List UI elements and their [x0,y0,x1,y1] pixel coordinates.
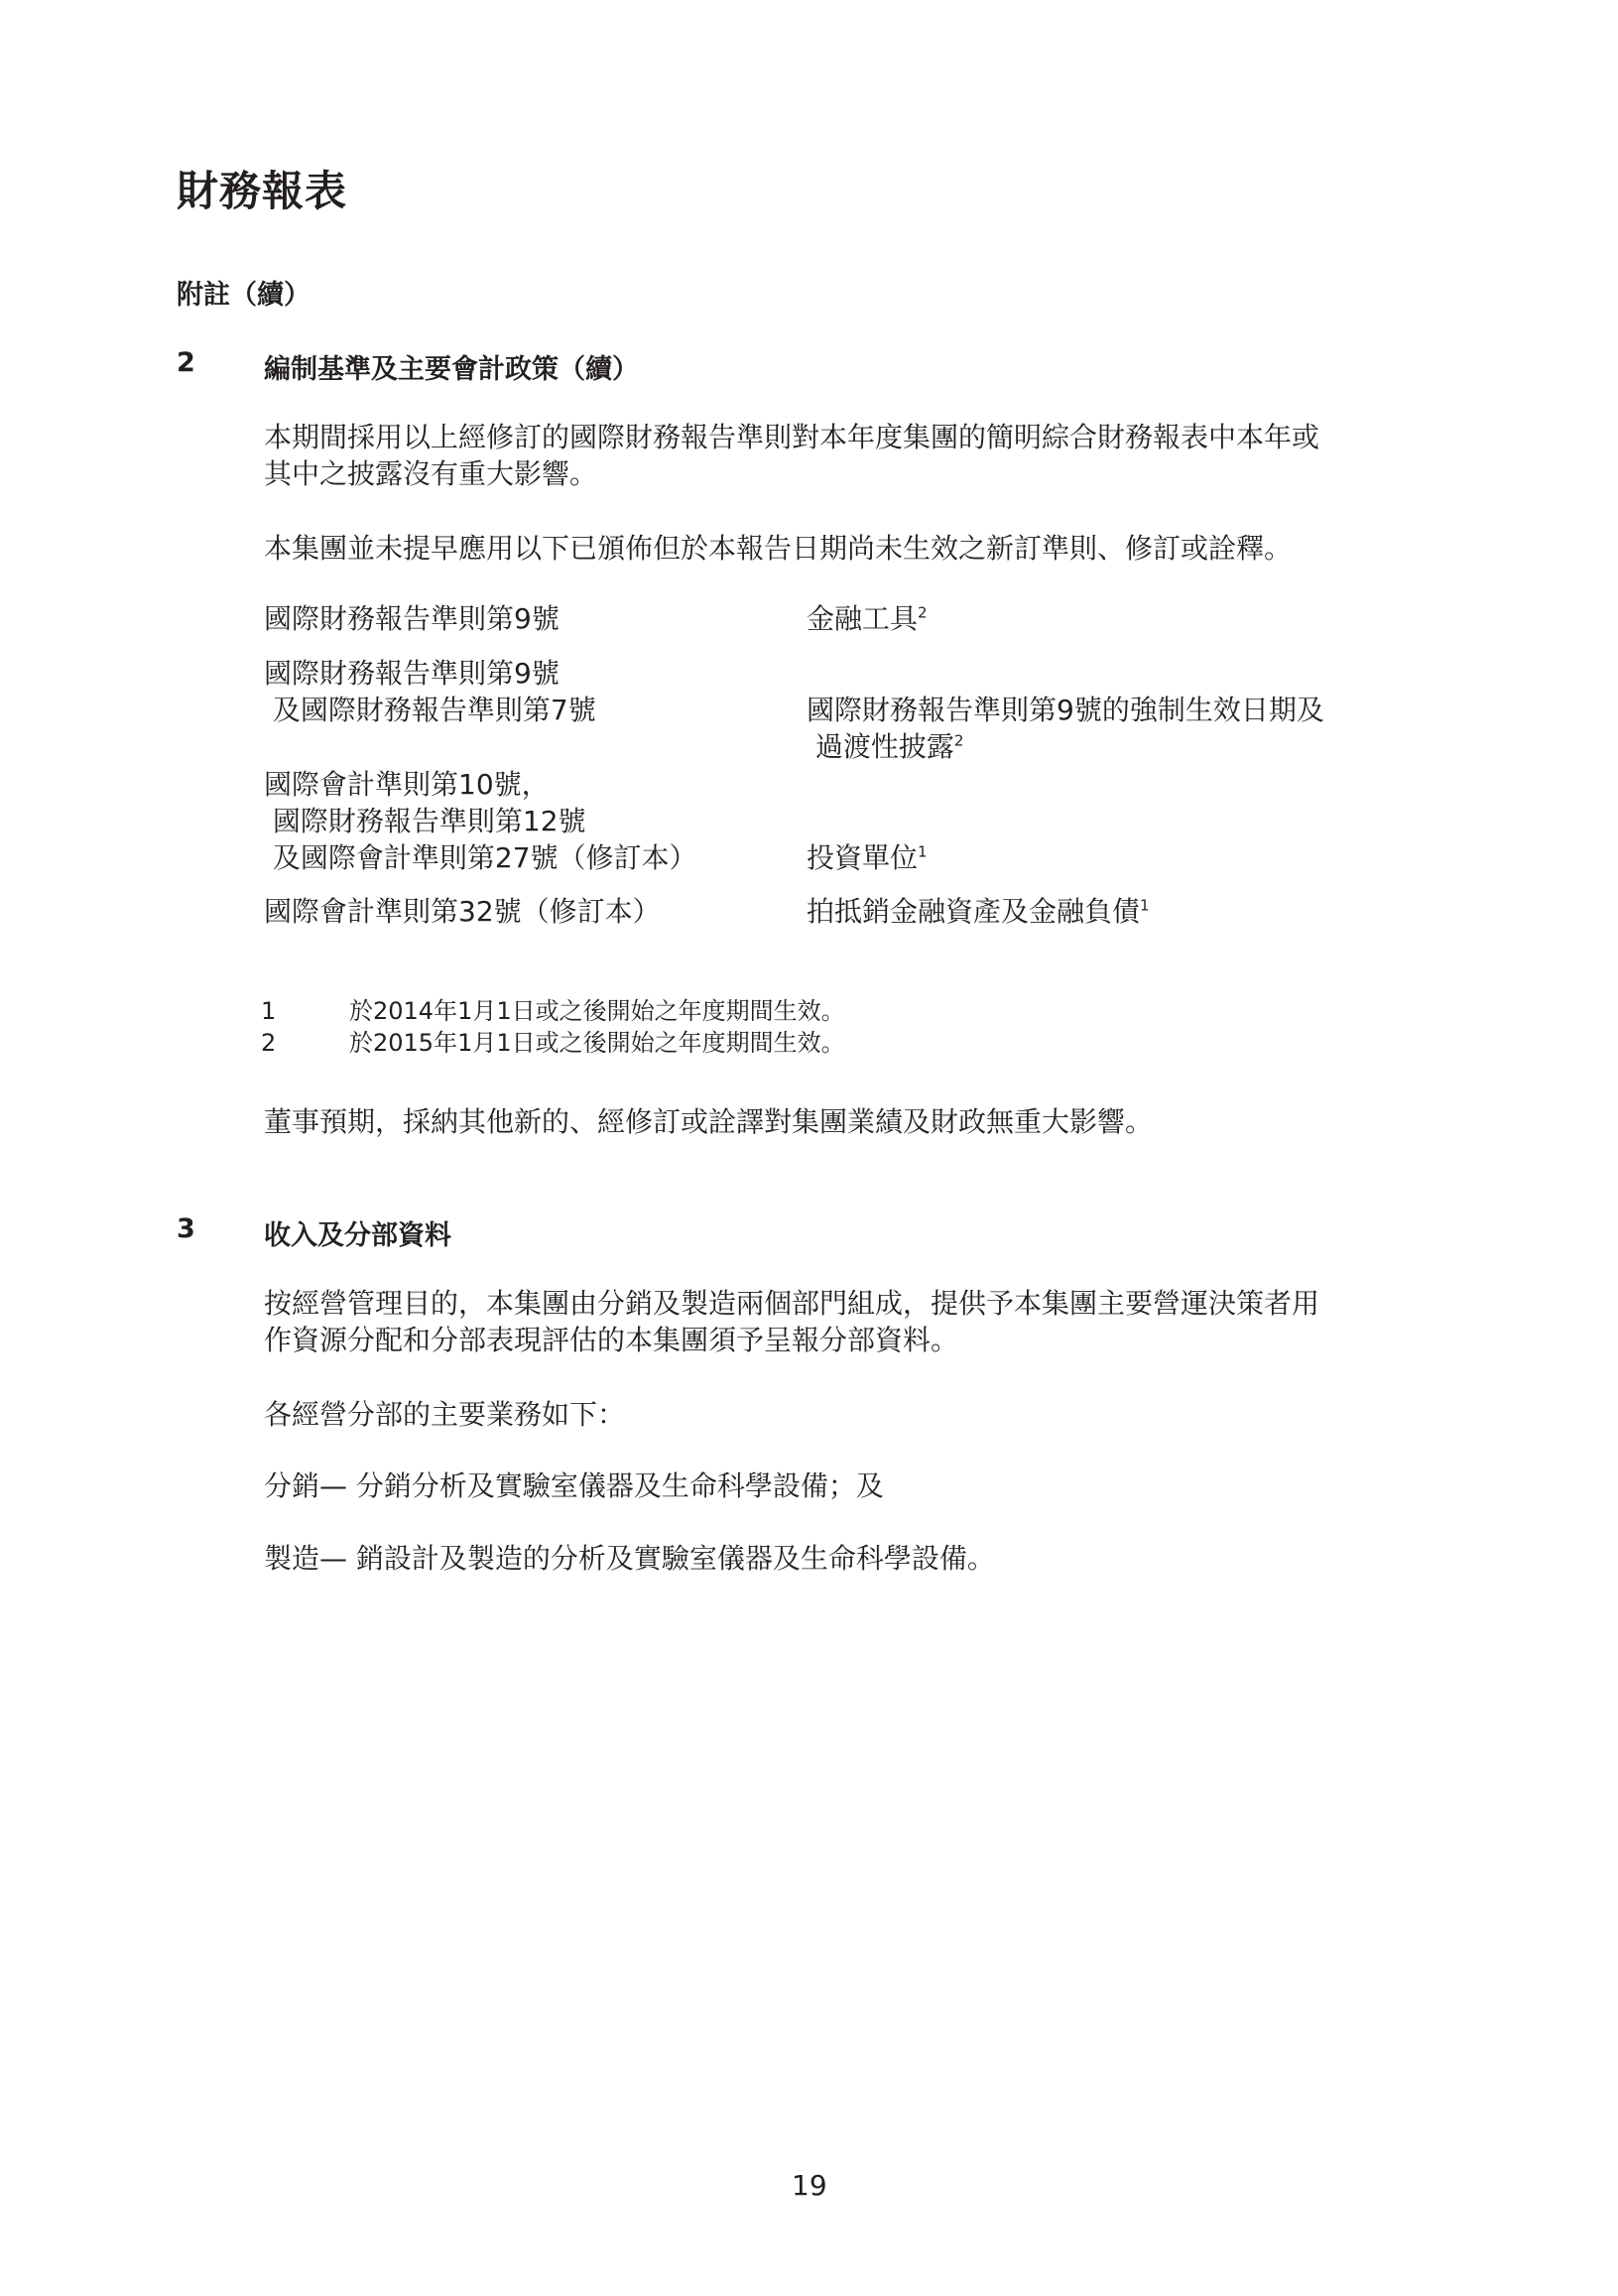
standard-row-2-right-1: 國際財務報告準則第9號的強制生效日期及 [807,694,1324,726]
standard-row-4-sup: 1 [1140,896,1150,915]
standard-row-3-left-3: 及國際會計準則第27號（修訂本） [264,841,697,874]
standard-row-4-right-text: 拍抵銷金融資產及金融負債 [807,895,1141,928]
footnote-2-text: 於2015年1月1日或之後開始之年度期間生效。 [349,1029,845,1057]
standard-row-1-sup: 2 [918,603,928,622]
standard-row-3-left-1: 國際會計準則第10號， [264,768,550,801]
section-2-number: 2 [177,347,195,378]
section-3-number: 3 [177,1213,195,1244]
page-number: 19 [792,2169,827,2202]
footnote-2-number: 2 [261,1029,277,1057]
standard-row-3-right [807,839,928,876]
standard-row-1-right [807,600,928,637]
standard-row-2-right-2-text: 過渡性披露 [807,730,954,763]
standard-row-3-sup: 1 [918,842,928,861]
standard-row-1-right-text: 金融工具 [807,602,919,635]
footnote-1-text: 於2014年1月1日或之後開始之年度期間生效。 [349,997,845,1025]
footnote-1-number: 1 [261,997,277,1025]
standard-row-4-left: 國際會計準則第32號（修訂本） [264,895,661,928]
standard-row-2-right-2 [807,728,963,765]
section-2-para3: 董事預期，採納其他新的、經修訂或詮譯對集團業績及財政無重大影響。 [264,1105,1154,1138]
section-3-item-manufacturing: 製造— 銷設計及製造的分析及實驗室儀器及生命科學設備。 [264,1542,995,1575]
section-3-para2: 各經營分部的主要業務如下： [264,1398,626,1431]
standard-row-3-left-2: 國際財務報告準則第12號 [264,805,586,837]
section-2-para1-line2: 其中之披露沒有重大影響。 [264,457,598,490]
section-3-item-distribution: 分銷— 分銷分析及實驗室儀器及生命科學設備；及 [264,1469,884,1502]
section-2-para1-line1: 本期間採用以上經修訂的國際財務報告準則對本年度集團的簡明綜合財務報表中本年或 [264,421,1320,453]
section-3-para1-line2: 作資源分配和分部表現評估的本集團須予呈報分部資料。 [264,1324,959,1356]
standard-row-1-left: 國際財務報告準則第9號 [264,602,560,635]
section-2-para2: 本集團並未提早應用以下已頒佈但於本報告日期尚未生效之新訂準則、修訂或詮釋。 [264,532,1293,565]
section-3-heading: 收入及分部資料 [264,1220,451,1251]
notes-heading: 附註（續） [177,280,311,311]
standard-row-2-sup: 2 [953,731,964,750]
section-3-para1-line1: 按經營管理目的，本集團由分銷及製造兩個部門組成，提供予本集團主要營運決策者用 [264,1287,1320,1320]
standard-row-4-right [807,893,1150,930]
page-title: 財務報表 [177,167,348,215]
section-2-heading: 編制基準及主要會計政策（續） [264,354,639,385]
standard-row-3-right-text: 投資單位 [807,841,919,874]
standard-row-2-left-2: 及國際財務報告準則第7號 [264,694,596,726]
standard-row-2-left-1: 國際財務報告準則第9號 [264,657,560,690]
